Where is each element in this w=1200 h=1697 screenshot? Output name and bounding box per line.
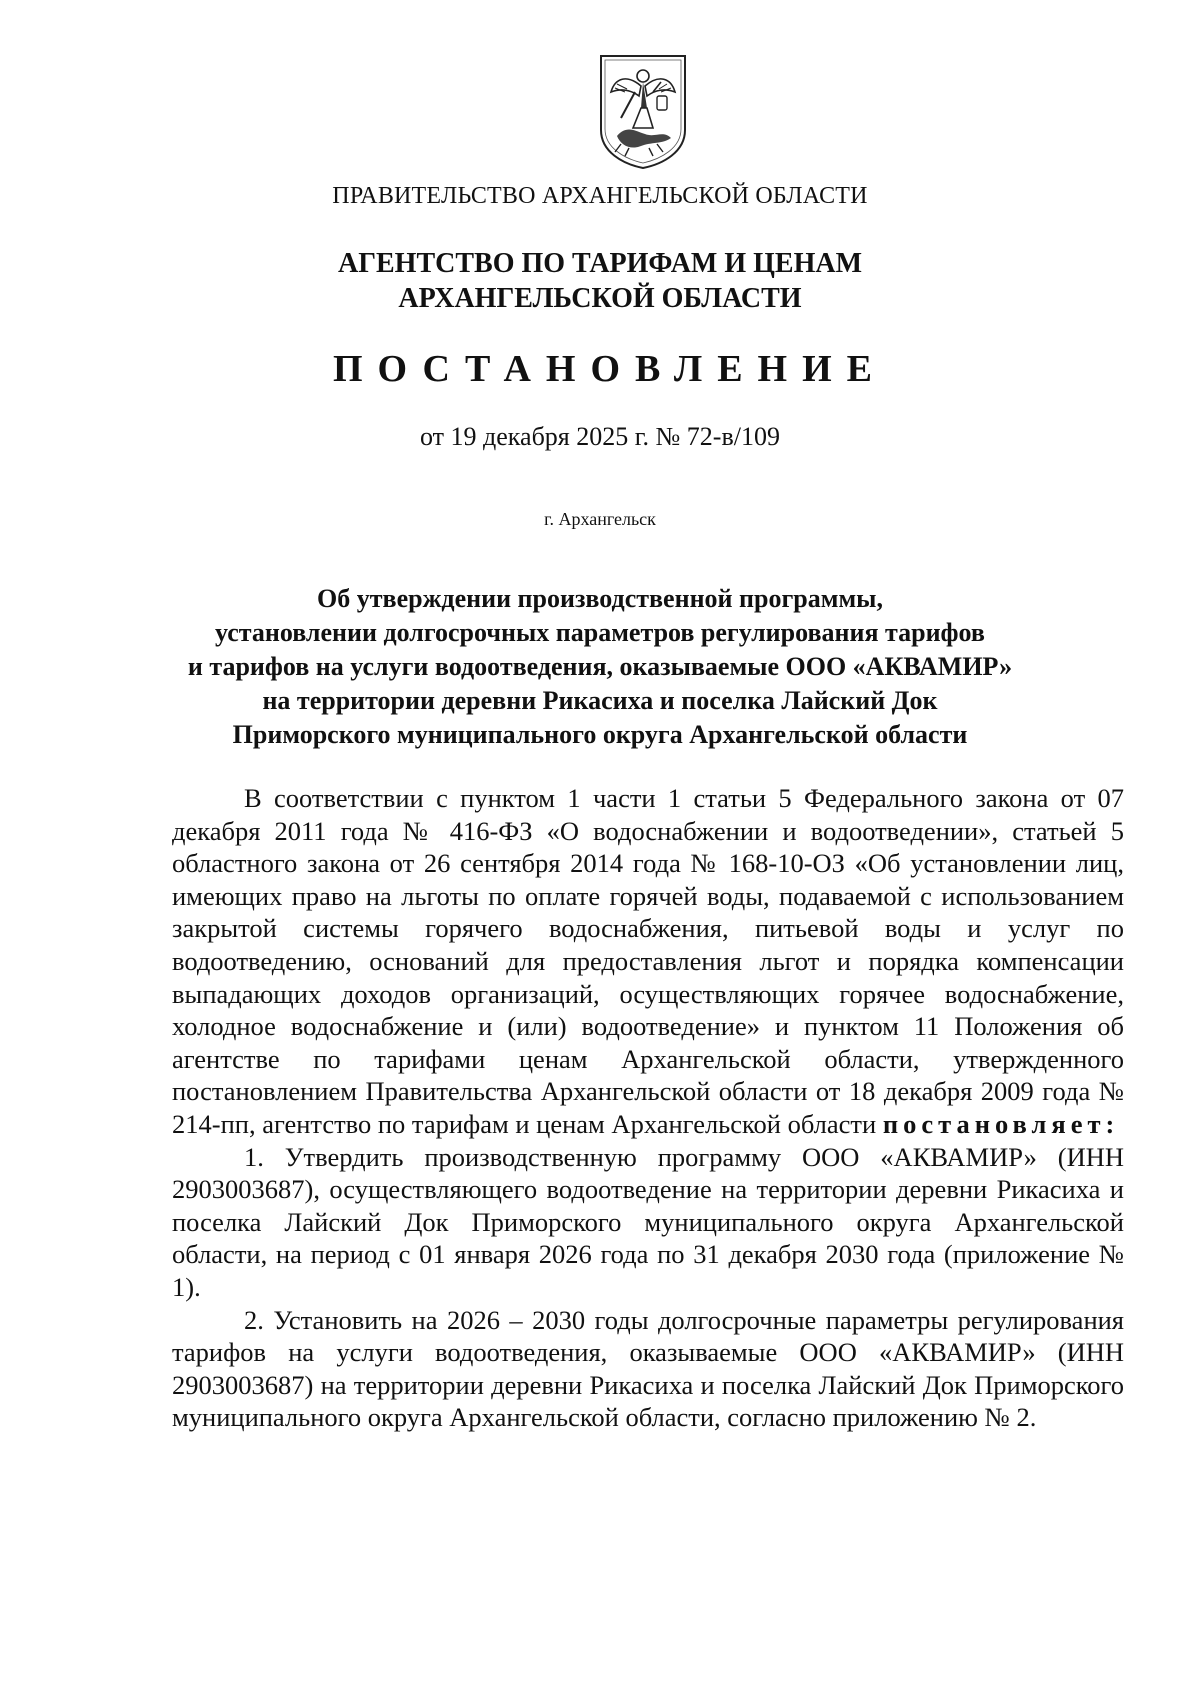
title-line-2: установлении долгосрочных параметров регулирования тарифов bbox=[215, 618, 985, 647]
coat-of-arms-icon bbox=[597, 52, 689, 170]
agency-name-line-1: АГЕНТСТВО ПО ТАРИФАМ И ЦЕНАМ bbox=[337, 248, 863, 279]
document-title bbox=[0, 582, 1200, 752]
city: г. Архангельск bbox=[544, 509, 656, 529]
title-line-5: Приморского муниципального округа Архангельской области bbox=[232, 720, 968, 749]
title-line-4: на территории деревни Рикасиха и поселка Лайский Док bbox=[262, 686, 938, 715]
item-1-paragraph: 1. Утвердить производственную программу ООО «АКВАМИР» (ИНН 2903003687), осуществляющего водоотведение на территории деревни Рикасиха и поселка Лайский Док Приморского муниципального округа Архангельской области, на период с 01 января 2026 года по 31 декабря 2030 года (приложение № 1). bbox=[172, 1141, 1124, 1302]
title-line-1: Об утверждении производственной программы, bbox=[317, 584, 883, 613]
document-type: ПОСТАНОВЛЕНИЕ bbox=[332, 348, 888, 390]
preamble-paragraph bbox=[172, 782, 1124, 1141]
date-and-number: от 19 декабря 2025 г. № 72-в/109 bbox=[420, 422, 780, 451]
government-name: ПРАВИТЕЛЬСТВО АРХАНГЕЛЬСКОЙ ОБЛАСТИ bbox=[332, 183, 868, 209]
document-body bbox=[172, 782, 1124, 1434]
decree-word: постановляет: bbox=[882, 1108, 1120, 1139]
agency-name-line-2: АРХАНГЕЛЬСКОЙ ОБЛАСТИ bbox=[398, 283, 802, 314]
agency-name bbox=[0, 246, 1200, 316]
item-2-paragraph: 2. Установить на 2026 – 2030 годы долгосрочные параметры регулирования тарифов на услуги водоотведения, оказываемые ООО «АКВАМИР» (ИНН 2903003687) на территории деревни Рикасиха и поселка Лайский Док Приморского муниципального округа Архангельской области, согласно приложению № 2. bbox=[172, 1304, 1124, 1433]
preamble-text: В соответствии с пунктом 1 части 1 статьи 5 Федерального закона от 07 декабря 2011 года № 416-ФЗ «О водоснабжении и водоотведении», статьей 5 областного закона от 26 сентября 2014 года № 168-10-ОЗ «Об установлении лиц, имеющих право на льготы по оплате горячей воды, подаваемой с использованием закрытой системы горячего водоснабжения, питьевой воды и услуг по водоотведению, оснований для предоставления льгот и порядка компенсации выпадающих доходов организаций, осуществляющих горячее водоснабжение, холодное водоснабжение и (или) водоотведение» и пунктом 11 Положения об агентстве по тарифами ценам Архангельской области, утвержденного постановлением Правительства Архангельской области от 18 декабря 2009 года № 214-пп, агентство по тарифам и ценам Архангельской области bbox=[172, 783, 1124, 1139]
title-line-3: и тарифов на услуги водоотведения, оказываемые ООО «АКВАМИР» bbox=[187, 652, 1013, 681]
